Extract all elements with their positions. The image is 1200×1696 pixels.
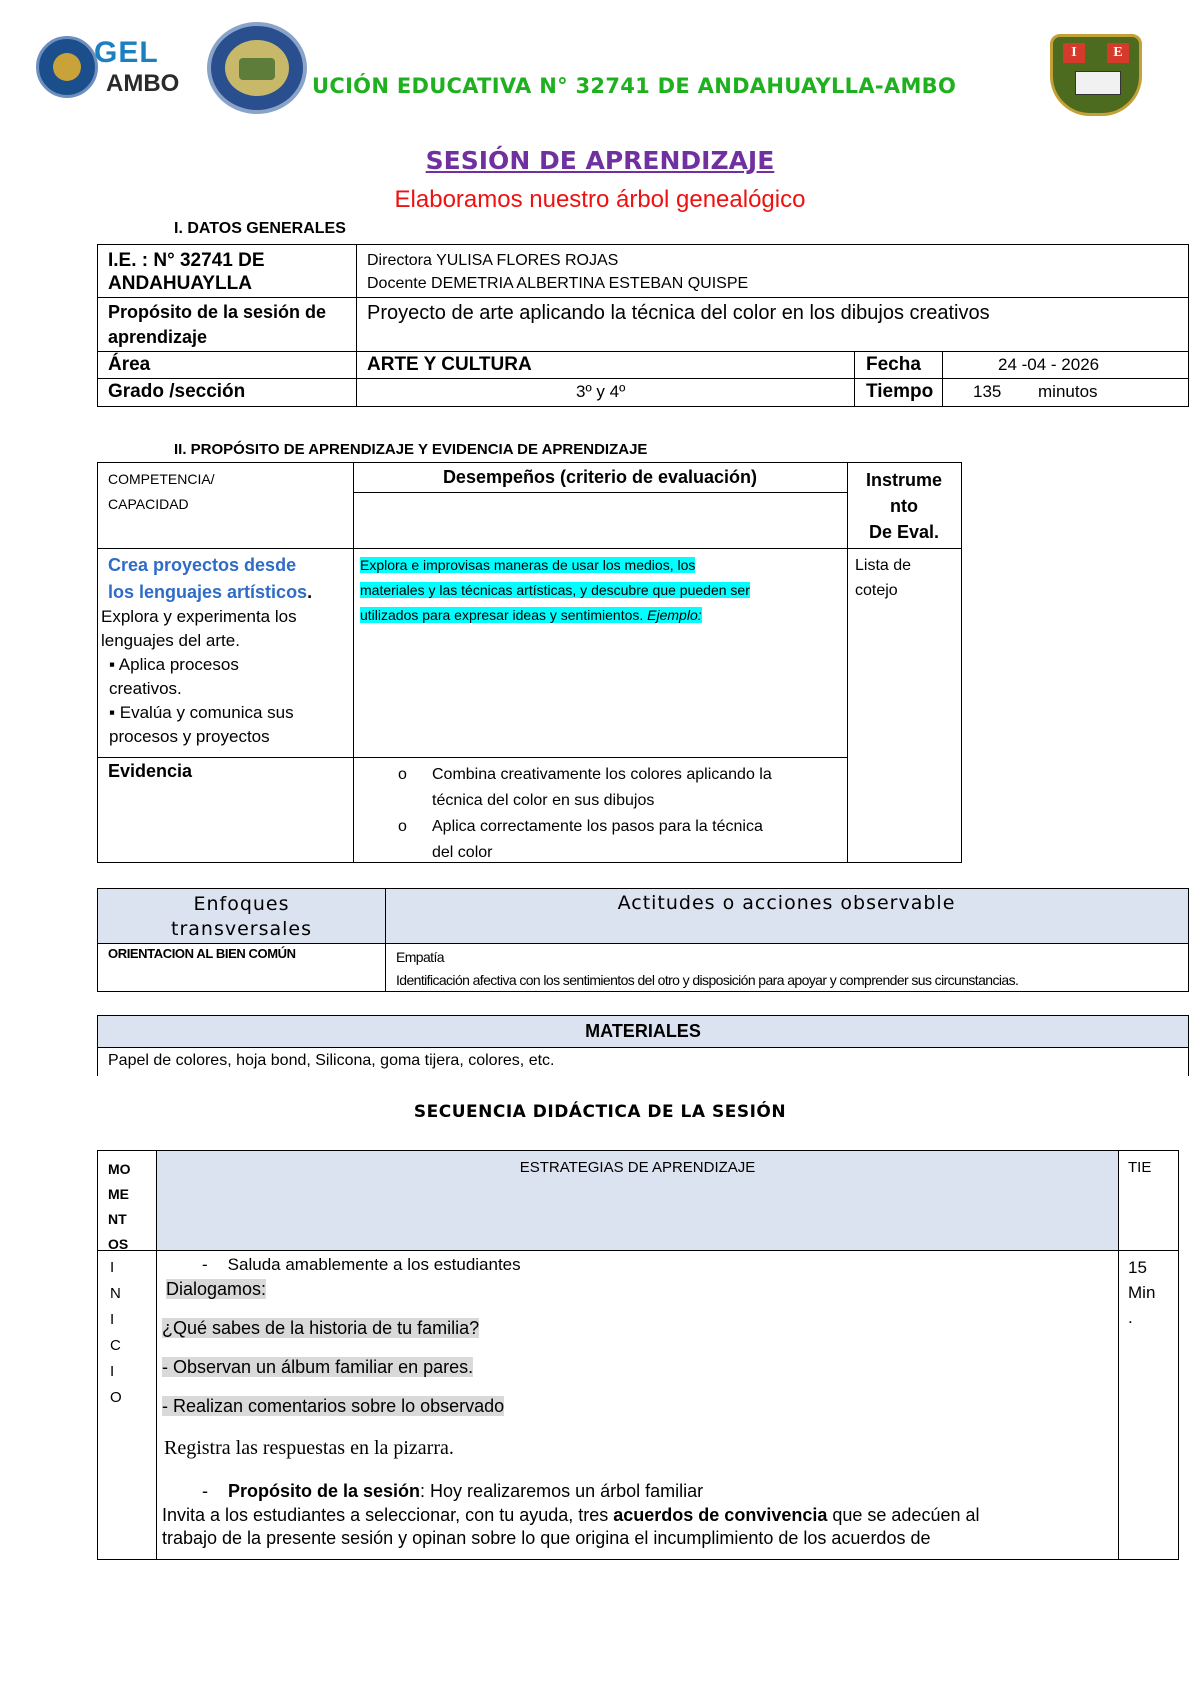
tiempo-unit: minutos bbox=[1038, 382, 1098, 401]
proposito-table bbox=[97, 462, 962, 863]
proposito-value: Proyecto de arte aplicando la técnica del color en los dibujos creativos bbox=[367, 302, 990, 324]
dialogamos-label: Dialogamos: bbox=[166, 1279, 267, 1299]
enfoque-value: ORIENTACION AL BIEN COMÚN bbox=[108, 946, 296, 961]
proposito-label: Propósito de la sesión de aprendizaje bbox=[108, 302, 327, 347]
actitud-value: Empatía Identificación afectiva con los sentimientos del otro y disposición para apoyar y comprender sus circunstancias. bbox=[396, 949, 1019, 988]
ugel-emblem-icon bbox=[36, 36, 98, 98]
grado-value: 3º y 4º bbox=[576, 382, 626, 401]
desempeno-text: Explora e improvisas maneras de usar los medios, los materiales y las técnicas artísticas, y descubre que pueden ser utilizados para expresar ideas y sentimientos. Ejemplo: bbox=[360, 557, 750, 623]
area-value: ARTE Y CULTURA bbox=[367, 354, 532, 375]
materiales-list: Papel de colores, hoja bond, Silicona, goma tijera, colores, etc. bbox=[108, 1052, 555, 1069]
col-tiempo-header: TIE bbox=[1128, 1159, 1152, 1176]
ie-label: I.E. : N° 32741 DE ANDAHUAYLLA bbox=[108, 250, 265, 294]
school-shield-logo bbox=[1050, 34, 1142, 116]
col-competencia-header: COMPETENCIA/ CAPACIDAD bbox=[108, 471, 215, 512]
staff-info bbox=[367, 249, 748, 295]
competencia-title: Crea proyectos desde los lenguajes artísticos. bbox=[108, 555, 313, 602]
col-estrategias-header: ESTRATEGIAS DE APRENDIZAJE bbox=[519, 1159, 756, 1176]
evidencia-label: Evidencia bbox=[108, 761, 193, 781]
section-datos-generales-heading: I. DATOS GENERALES bbox=[174, 220, 346, 237]
actitudes-header: Actitudes o acciones observable bbox=[617, 892, 956, 914]
institution-name: UCIÓN EDUCATIVA N° 32741 DE ANDAHUAYLLA-AMBO bbox=[312, 74, 957, 98]
fecha-value: 24 -04 - 2026 bbox=[998, 355, 1100, 374]
secuencia-table bbox=[97, 1150, 1179, 1560]
saluda-item: - Saluda amablemente a los estudiantes bbox=[202, 1255, 521, 1274]
evidencia-list: o Combina creativamente los colores aplicando la técnica del color en sus dibujos o Aplica correctamente los pasos para la técnica del color bbox=[398, 766, 772, 861]
tiempo-value: 135 bbox=[973, 382, 1002, 401]
momento-inicio: I N I C I O bbox=[110, 1259, 122, 1406]
directora-name: Directora YULISA FLORES ROJAS bbox=[367, 252, 619, 269]
registra-text: Registra las respuestas en la pizarra. bbox=[164, 1437, 454, 1459]
question-historia: ¿Qué sabes de la historia de tu familia? bbox=[162, 1318, 480, 1338]
page-subtitle: Elaboramos nuestro árbol genealógico bbox=[394, 186, 806, 213]
proposito-sesion: - Propósito de la sesión: Hoy realizaremos un árbol familiar bbox=[202, 1481, 704, 1501]
tiempo-label: Tiempo bbox=[866, 381, 934, 402]
ambo-logo-text: AMBO bbox=[106, 70, 180, 97]
seal-landscape-icon bbox=[225, 40, 289, 96]
page-title: SESIÓN DE APRENDIZAJE bbox=[425, 146, 775, 175]
shield-letter-e: E bbox=[1107, 43, 1129, 63]
school-seal-logo bbox=[207, 22, 307, 114]
materiales-table bbox=[97, 1015, 1189, 1076]
ugel-logo-text: GEL bbox=[94, 36, 159, 69]
docente-name: Docente DEMETRIA ALBERTINA ESTEBAN QUISPE bbox=[367, 275, 749, 292]
col-momentos-header: MO ME NT OS bbox=[108, 1161, 131, 1252]
shield-letter-i: I bbox=[1063, 43, 1085, 63]
materiales-heading: MATERIALES bbox=[585, 1021, 701, 1041]
instrumento-value: Lista de cotejo bbox=[855, 557, 912, 599]
book-icon bbox=[1075, 71, 1121, 95]
secuencia-heading: SECUENCIA DIDÁCTICA DE LA SESIÓN bbox=[413, 1102, 787, 1122]
comentarios-item: - Realizan comentarios sobre lo observado bbox=[162, 1396, 505, 1416]
fecha-label: Fecha bbox=[866, 354, 921, 375]
enfoques-header: Enfoques transversales bbox=[171, 893, 312, 940]
datos-generales-table bbox=[97, 244, 1189, 407]
invita-text: Invita a los estudiantes a seleccionar, con tu ayuda, tres acuerdos de convivencia que se adecúen al trabajo de la presente sesión y opinan sobre lo que origina el incumplimiento de los acuerdos de bbox=[162, 1505, 980, 1548]
grado-label: Grado /sección bbox=[108, 381, 246, 402]
col-desempenos-header: Desempeños (criterio de evaluación) bbox=[442, 467, 758, 487]
tiempo-inicio: 15 Min . bbox=[1128, 1258, 1156, 1327]
section-proposito-heading: II. PROPÓSITO DE APRENDIZAJE Y EVIDENCIA DE APRENDIZAJE bbox=[174, 441, 648, 458]
ugel-ambo-logo bbox=[36, 28, 186, 108]
capacidades-list: Explora y experimenta los lenguajes del arte. ▪ Aplica procesos creativos. ▪ Evalúa y comunica sus procesos y proyectos bbox=[101, 607, 297, 746]
col-instrumento-header: Instrume nto De Eval. bbox=[865, 470, 943, 542]
enfoques-table bbox=[97, 888, 1189, 992]
area-label: Área bbox=[108, 354, 151, 375]
observan-item: - Observan un álbum familiar en pares. bbox=[162, 1357, 474, 1377]
